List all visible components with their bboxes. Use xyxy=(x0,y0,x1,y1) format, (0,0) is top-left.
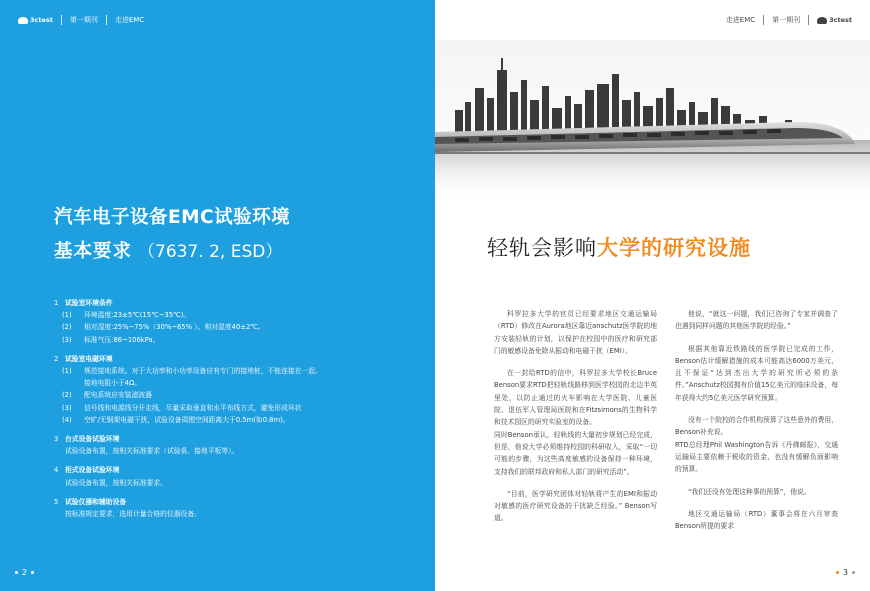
title-line-2-standard: （7637. 2, ESD） xyxy=(138,242,283,262)
left-page-number: 2 xyxy=(15,568,34,577)
title-highlight: 大学的研究设施 xyxy=(597,236,751,260)
issue-label: 第一期刊 xyxy=(772,16,801,24)
requirements-list xyxy=(54,297,414,527)
paragraph: 同时Benson承认，轻轨线的大量初步规划已经完成，但是，他说大学必须维持校园的科研收入，采取“一切可能的步骤，为这些高度敏感的设备保持一种环境，支持我们的联邦政府和私人部门的研究活动”。 xyxy=(494,430,657,476)
brand-logo: 3ctest xyxy=(18,16,53,24)
brand-logo: 3ctest xyxy=(817,16,852,24)
section-heading: 5 试验仪器和辅助设备 xyxy=(54,497,127,506)
requirement-section xyxy=(54,297,414,346)
light-rail-skyline-photo xyxy=(435,40,870,200)
requirement-item: (1) 规范接地系统。对于大功率和小功率设备应有专门的接地桩，不能连接在一起。 xyxy=(62,367,322,376)
paragraph: 他说，“就这一问题，我们已咨询了专家并调查了也遇到同样问题的其他医学院的经验。” xyxy=(675,310,838,331)
paragraph: 科罗拉多大学的官员已经要求地区交通运输局（RTD）修改在Aurora地区靠近anschutz医学院的地方安装轻轨的计划，以保护在校园中的医疗和研究部门的敏感设备免除从振动和电磁干扰（EMI）。 xyxy=(494,310,657,355)
right-page-number: 3 xyxy=(836,568,855,577)
requirement-text: 试验设备布置，按相关标准要求（试验桌、接地平板等）。 xyxy=(65,447,239,456)
section-heading: 4 柜式设备试验环境 xyxy=(54,466,120,475)
article-title xyxy=(487,232,847,262)
logo-icon xyxy=(817,17,827,24)
section-label: 走进EMC xyxy=(725,16,756,24)
bullet-dot-icon xyxy=(31,571,34,574)
paragraph: RTD总经理Phil Washington告诉《丹佛邮报》，交通运输局主要依赖于税收的资金，也没有缓解负面影响的预算。 xyxy=(675,440,838,474)
title-plain: 轻轨会影响 xyxy=(487,236,597,260)
bullet-dot-icon xyxy=(852,571,855,574)
article-column-1 xyxy=(494,308,657,535)
paragraph: 地区交通运输局（RTD）董事会将在六月审查Benson所提的要求 xyxy=(675,509,838,531)
paragraph: 没有一个院校的合作机构预算了这些意外的费用，Benson补充说。 xyxy=(675,416,838,437)
title-line-1: 汽车电子设备EMC试验环境 xyxy=(54,207,291,228)
article-title xyxy=(54,203,424,263)
requirement-section xyxy=(54,464,414,488)
requirement-text: 试验设备布置，按相关标准要求。 xyxy=(65,478,167,487)
bullet-dot-icon xyxy=(15,571,18,574)
requirement-section xyxy=(54,433,414,457)
paragraph: “我们还没有处理这种事的预算”，他说。 xyxy=(688,487,811,496)
header-divider xyxy=(763,15,764,25)
requirement-section xyxy=(54,496,414,520)
requirement-item: (3) 标准气压:86~106kPa。 xyxy=(62,335,160,344)
article-column-2 xyxy=(675,308,838,542)
right-page xyxy=(435,0,870,591)
right-header xyxy=(726,14,852,26)
section-label: 走进EMC xyxy=(114,16,145,24)
header-divider xyxy=(106,15,107,25)
section-heading: 2 试验室电磁环境 xyxy=(54,354,113,363)
title-line-2-bold: 基本要求 xyxy=(54,241,133,262)
issue-label: 第一期刊 xyxy=(69,16,98,24)
requirement-item: (2) 相对湿度:25%~75%（30%~65% ）。相对湿度40±2℃。 xyxy=(62,323,265,332)
requirement-continuation: 接地电阻小于4Ω。 xyxy=(84,379,142,388)
title-line-2 xyxy=(54,237,424,263)
header-divider xyxy=(61,15,62,25)
logo-icon xyxy=(18,17,28,24)
skyline-train-illustration xyxy=(435,40,870,200)
header-divider xyxy=(808,15,809,25)
left-header xyxy=(18,14,144,26)
paragraph: “目前，医学研究团体对轻轨将产生的EMI和振动对敏感的医疗研究设备的干扰缺乏经验。” Benson写道。 xyxy=(494,489,657,523)
paragraph: 在一封给RTD的信中，科罗拉多大学校长Bruce Benson要求RTD把轻轨线路移到医学校园的北边半英里处，以防止通过的火车影响在大学医院、儿童医院、退伍军人管理局医院和在Fitzsimons的生物科学和技术园区的研究实验室的设备。 xyxy=(494,369,657,427)
requirement-item: (2) 配电系统应安装滤波器 xyxy=(62,391,152,400)
paragraph: 根据其他靠近铁路线的医学院已完成的工作，Benson估计缓解措施的成本可能高达6000万美元，且不保证“达到杰出大学的研究所必须的条件。”Anschutz校园拥有价值15亿美元的临床设备，每年获得大约5亿美元医学研究预算。 xyxy=(675,344,838,402)
bullet-dot-icon xyxy=(836,571,839,574)
requirement-section xyxy=(54,353,414,426)
requirement-item: (4) 空旷/无钢架电磁干扰，试验设备周围空间距离大于0.5m(如0.8m)。 xyxy=(62,415,290,424)
section-heading: 3 台式设备试验环境 xyxy=(54,435,120,444)
requirement-text: 按标准规定要求，选用计量合格的仪器设备。 xyxy=(65,510,201,519)
section-heading: 1 试验室环境条件 xyxy=(54,299,113,307)
requirement-item: (3) 信号线和电源线分开走线，尽量采取垂直和水平布线方式，避免形成环状 xyxy=(62,403,302,412)
requirement-item: (1) 环境温度:23±5℃(15℃~35℃)。 xyxy=(62,311,191,320)
